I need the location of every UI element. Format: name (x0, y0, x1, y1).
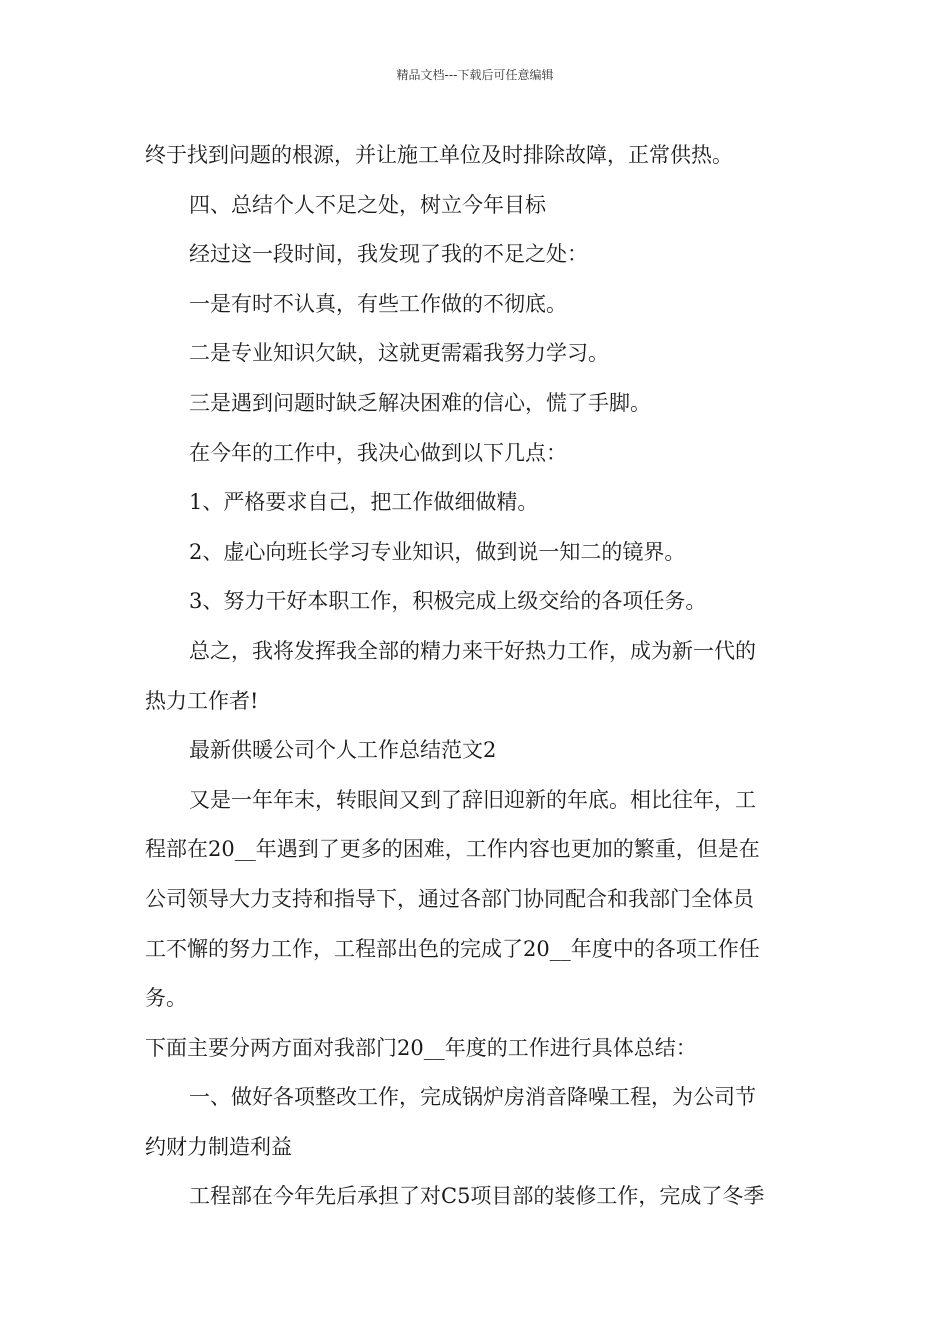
text-line: 热力工作者! (145, 688, 259, 713)
text-line: 公司领导大力支持和指导下，通过各部门协同配合和我部门全体员 (145, 886, 754, 911)
text-line: 约财力制造利益 (145, 1134, 292, 1159)
text-line: 一、做好各项整改工作，完成锅炉房消音降噪工程，为公司节 (189, 1085, 756, 1110)
text-line: 总之，我将发挥我全部的精力来干好热力工作，成为新一代的 (189, 638, 756, 663)
text-line: 1、严格要求自己，把工作做细做精。 (189, 490, 539, 515)
text-line: 终于找到问题的根源，并让施工单位及时排除故障，正常供热。 (145, 143, 733, 167)
text-line: 下面主要分两方面对我部门20__年度的工作进行具体总结： (145, 1035, 697, 1060)
text-line: 二是专业知识欠缺，这就更需霜我努力学习。 (189, 341, 609, 366)
text-line: 四、总结个人不足之处，树立今年目标 (189, 192, 546, 217)
text-line: 3、努力干好本职工作，积极完成上级交给的各项任务。 (189, 589, 707, 614)
document-body (145, 131, 810, 1222)
text-line: 程部在20__年遇到了更多的困难，工作内容也更加的繁重，但是在 (145, 837, 760, 862)
text-line: 三是遇到问题时缺乏解决困难的信心，慌了手脚。 (189, 390, 651, 415)
text-line: 经过这一段时间，我发现了我的不足之处： (189, 242, 588, 267)
section-heading: 最新供暖公司个人工作总结范文2 (189, 738, 497, 763)
text-line: 2、虚心向班长学习专业知识，做到说一知二的镜界。 (189, 539, 686, 564)
text-line: 又是一年年末，转眼间又到了辞旧迎新的年底。相比往年，工 (189, 787, 756, 812)
text-line: 在今年的工作中，我决心做到以下几点： (189, 440, 567, 465)
text-line: 务。 (145, 986, 187, 1011)
text-line: 工不懈的努力工作，工程部出色的完成了20__年度中的各项工作任 (145, 936, 760, 961)
text-line: 一是有时不认真，有些工作做的不彻底。 (189, 291, 567, 316)
text-line: 工程部在今年先后承担了对C5项目部的装修工作，完成了冬季 (189, 1184, 765, 1209)
page-header: 精品文档---下载后可任意编辑 (396, 68, 554, 82)
